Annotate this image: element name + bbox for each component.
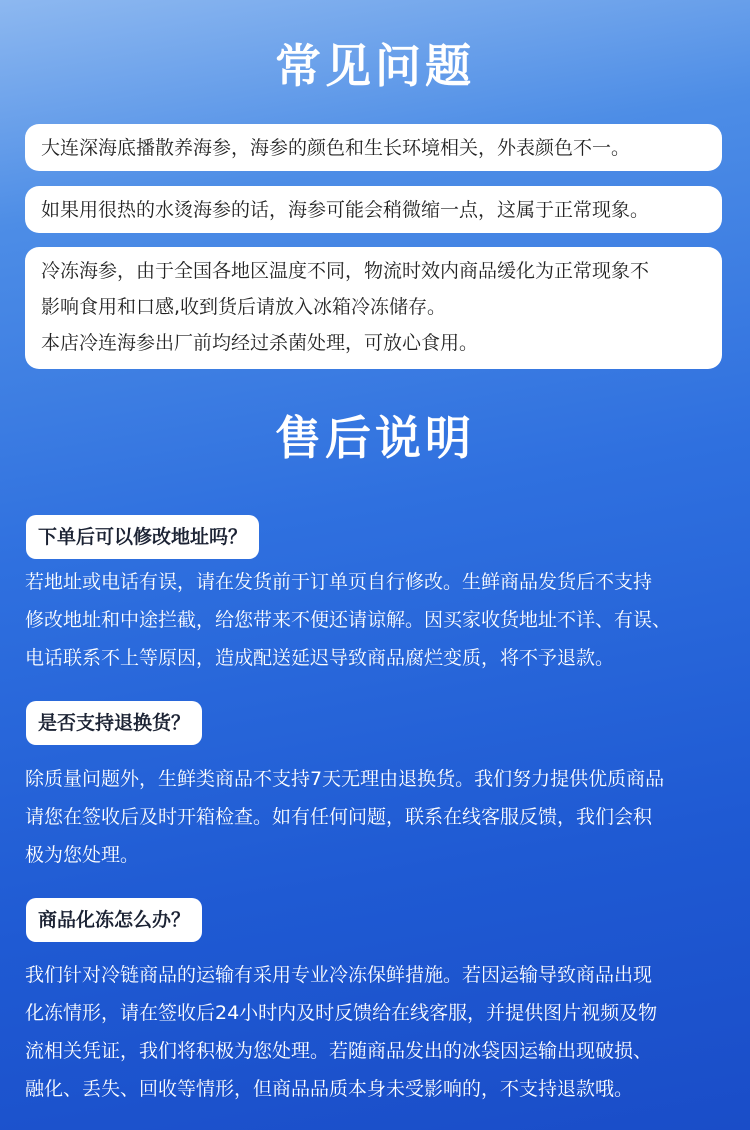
answer-thawing (25, 956, 735, 1108)
faq-card-2 (25, 186, 722, 233)
faq-card-line: 本店冷连海参出厂前均经过杀菌处理，可放心食用。 (41, 332, 479, 354)
answer-line: 化冻情形，请在签收后24小时内及时反馈给在线客服，并提供图片视频及物 (25, 1002, 658, 1024)
answer-line: 流相关凭证，我们将积极为您处理。若随商品发出的冰袋因运输出现破损、 (25, 1040, 653, 1062)
faq-title: 常见问题 (275, 39, 475, 93)
answer-line: 修改地址和中途拦截，给您带来不便还请谅解。因买家收货地址不详、有误、 (25, 609, 672, 631)
faq-card-line: 如果用很热的水烫海参的话，海参可能会稍微缩一点，这属于正常现象。 (41, 199, 650, 221)
after-sales-title: 售后说明 (275, 411, 475, 465)
answer-line: 我们针对冷链商品的运输有采用专业冷冻保鲜措施。若因运输导致商品出现 (25, 964, 653, 986)
answer-line: 除质量问题外，生鲜类商品不支持7天无理由退换货。我们努力提供优质商品 (25, 768, 665, 790)
answer-line: 极为您处理。 (25, 844, 140, 866)
answer-line: 请您在签收后及时开箱检查。如有任何问题，联系在线客服反馈，我们会积 (25, 806, 653, 828)
question-pill-thawing: 商品化冻怎么办？ (26, 898, 202, 942)
answer-line: 若地址或电话有误，请在发货前于订单页自行修改。生鲜商品发货后不支持 (25, 571, 653, 593)
answer-modify-address (25, 563, 735, 677)
faq-card-line: 影响食用和口感,收到货后请放入冰箱冷冻储存。 (41, 296, 447, 318)
faq-card-1 (25, 124, 722, 171)
faq-card-line: 大连深海底播散养海参，海参的颜色和生长环境相关，外表颜色不一。 (41, 137, 631, 159)
answer-line: 融化、丢失、回收等情形，但商品品质本身未受影响的，不支持退款哦。 (25, 1078, 634, 1100)
question-pill-return-exchange: 是否支持退换货？ (26, 701, 202, 745)
faq-card-line: 冷冻海参，由于全国各地区温度不同，物流时效内商品缓化为正常现象不 (41, 260, 650, 282)
faq-card-3 (25, 247, 722, 369)
answer-return-exchange (25, 760, 735, 874)
question-pill-modify-address: 下单后可以修改地址吗？ (26, 515, 259, 559)
answer-line: 电话联系不上等原因，造成配送延迟导致商品腐烂变质，将不予退款。 (25, 647, 615, 669)
